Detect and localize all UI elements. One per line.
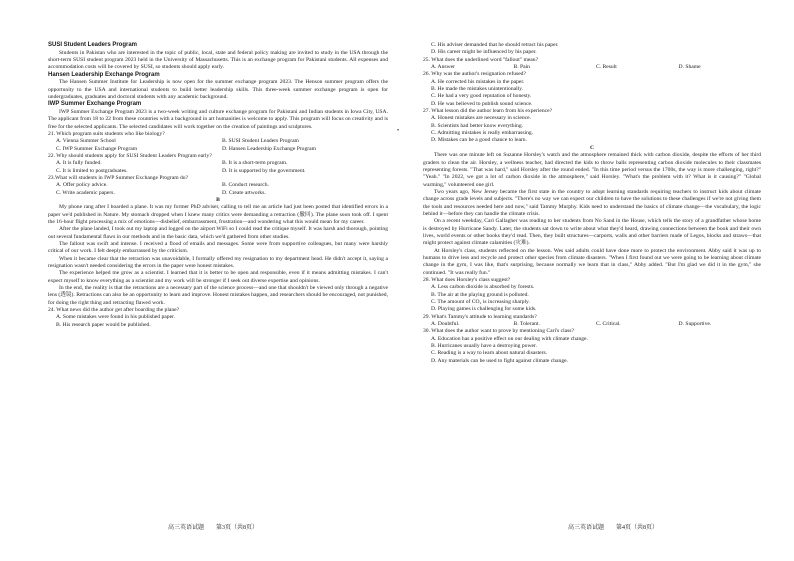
question-21-options (48, 138, 388, 153)
option: B. Hurricanes usually have a destroying power. (431, 343, 537, 350)
margin-mark: • (397, 128, 400, 134)
question-22-options (48, 160, 388, 175)
section-b-heading: B (216, 196, 220, 203)
page-footer-left: 高三英语试题 第3页（共8页） (168, 525, 259, 531)
option: C. Admitting mistakes is really embarrassing. (431, 130, 534, 137)
option: A. Some mistakes were found in his published paper. (56, 314, 176, 321)
option: B. He made the mistakes unintentionally. (431, 86, 524, 93)
option: C. His adviser demanded that he should retract his paper. (431, 42, 559, 48)
passage-b-paragraph: My phone rang after I boarded a plane. It was my former PhD adviser, calling to tell me an article had just been posted that identified errors in a paper we'd published in Nature. My stomach dropped when I knew many critics were demanding a retraction (撤回). The plane soon took off. I spent the 16-hour flight processing a mix of emotions—disbelief, embarrassment, frustration—and wondering what this would mean for my career. (48, 204, 388, 225)
susi-heading: SUSI Student Leaders Program (48, 42, 138, 48)
question-21: 21. Which program suits students who like biology? (48, 130, 165, 137)
section-c-heading: C (589, 144, 595, 151)
option: B. It is a short-term program. (222, 160, 288, 167)
passage-c-paragraph: At Horsley's class, students reflected on the lesson. Wes said adults could have done more to protect the environment. Abby said it was up to humans to drive less and recycle and protect other species from climate disasters. "When I first found out we were going to be learning about climate change in the gym, I was like, that's surprising, because normally we learn that in class," Abby added. "But I'm glad we did it in the gym," she continued. "It was really fun." (423, 247, 761, 276)
option: D. Shame (678, 64, 701, 71)
option: D. Hansen Leadership Exchange Program (222, 145, 316, 152)
passage-b-paragraph: The experience helped me grow as a scientist. I learned that it is better to be open and responsible, even if it means admitting mistakes. I can't expect myself to know everything as a scientist and my work will be stronger if I seek out diverse expertise and opinions. (48, 270, 388, 284)
option: D. He was believed to publish sound science. (431, 100, 533, 107)
question-30: 30. What does the author want to prove by mentioning Cari's class? (423, 328, 574, 335)
option: B. His research paper would be published. (56, 321, 151, 328)
option: D. Playing games is challenging for some kids. (431, 306, 537, 313)
option: D. Supportive. (678, 321, 712, 328)
option: B. SUSI Student Leaders Program (222, 138, 299, 145)
hansen-paragraph: The Hansen Summer Institute for Leadership is now open for the summer exchange program 2023. The Henson summer program offers the opportunity to the USA and international students to build better leadership skills. This three-week summer exchange program is open for undergraduates, graduates and doctoral students with any academic background. (48, 79, 388, 100)
passage-c-paragraph: On a recent weekday, Cari Gallagher was reading to her students from No Sand in the House, which tells the story of a grandfather whose home is destroyed by Hurricane Sandy. Later, the students sat down to write about what they'd heard, drawing connections between the book and their own lives, world events or other books they'd read. Then, they built structures—carports, walls and other barriers made of Legos, blocks and straws—that might protect against climate calamities (灾难). (423, 218, 761, 247)
option: C. He had a very good reputation of honesty. (431, 93, 532, 100)
question-23-options (48, 182, 388, 197)
hansen-heading: Hansen Leadership Exchange Program (48, 71, 160, 78)
option: C. Result (596, 64, 617, 71)
option: A. Vienna Summer School (56, 138, 116, 145)
question-23: 23.What will students in IWP Summer Exchange Program do? (48, 174, 189, 181)
option: A. Offer policy advice. (56, 182, 108, 189)
option: A. It is fully funded. (56, 160, 102, 167)
option: D. Any materials can be used to fight against climate change. (431, 357, 569, 364)
option: C. The amount of CO₂ is increasing sharply. (431, 299, 530, 306)
option: A. Doubtful. (431, 321, 460, 328)
passage-c-paragraph: There was one minute left on Suzanne Horsley's watch and the atmosphere remained thick with carbon dioxide, despite the efforts of her third graders to clean the air. Horsley, a wellness teacher, had directed the kids to throw balls representing carbon dioxide molecules to their classmates representing forests. "That was hard," said Horsley after the round ended. "In this time period versus the 1700s, the way is more challenging, right?" "Yeah." "In 2022, we got a lot of carbon dioxide in the atmosphere," said Horsley. "What's the problem with it? What is it causing?" "Global warming," volunteered one girl. (423, 152, 761, 188)
question-26: 26. Why was the author's resignation refused? (423, 71, 526, 78)
question-27: 27. What lesson did the author learn from his experience? (423, 108, 553, 115)
question-25: 25. What does the underlined word "fallout" mean? (423, 56, 539, 63)
option: B. Pain (513, 64, 530, 71)
option: A. Honest mistakes are necessary in science. (431, 115, 532, 122)
option: B. Conduct research. (222, 182, 269, 189)
option: C. It is limited to postgraduates. (56, 167, 128, 174)
option: D. His career might be influenced by his paper. (431, 49, 537, 56)
option: C. IWP Summer Exchange Program (56, 145, 138, 152)
left-column (48, 42, 388, 329)
passage-b-paragraph: The fallout was swift and intense. I received a flood of emails and messages. Some were from supportive colleagues, but many were harshly critical of our work. I felt deeply embarrassed by the criticism. (48, 241, 388, 255)
question-28: 28. What does Horsley's class suggest? (423, 277, 511, 283)
option: A. Education has a positive effect on our dealing with climate change. (431, 335, 588, 342)
question-24: 24. What news did the author get after boarding the plane? (48, 307, 180, 314)
option: C. Critical. (596, 321, 621, 328)
option: B. The air at the playing ground is polluted. (431, 291, 529, 298)
option: D. Mistakes can be a good chance to learn. (431, 137, 527, 144)
option: C. Reading is a way to learn about natural disasters. (431, 350, 548, 357)
question-29: 29. What's Tammy's attitude to learning standards? (423, 313, 537, 320)
passage-c-paragraph: Two years ago, New Jersey became the first state in the country to adopt learning standards requiring teachers to instruct kids about climate change across grade levels and subjects. "There's no way we can expect our children to have the solutions to these challenges if we're not giving them the tools and resources needed here and now," said Tammy Murphy. Kids need to understand the basics of climate change—the vocabulary, the logic behind it—before they can handle the climate crisis. (423, 188, 761, 217)
susi-paragraph: Students in Pakistan who are interested in the topic of public, local, state and federal policy making are invited to study in the USA through the short-term SUSI student program 2023 held in the University of Massachusetts. This is an exchange program for Pakistani students. All expenses and accommodation costs will be covered by SUSI, so students should apply early. (48, 49, 388, 71)
question-22: 22. Why should students apply for SUSI Student Leaders Program early? (48, 152, 212, 159)
option: A. He corrected his mistakes in the paper. (431, 78, 525, 85)
option: C. Write academic papers. (56, 189, 115, 196)
option: B. Scientists had better know everything. (431, 122, 524, 129)
option: D. Create artworks. (222, 189, 266, 196)
question-29-options (423, 321, 761, 328)
passage-b-paragraph: After the plane landed, I took out my laptop and logged on the airport WiFi so I could read the critique myself. It was harsh and thorough, pointing out several fundamental flaws in our methods and in the basic data, which we'd gathered from other studies. (48, 226, 388, 240)
passage-b-paragraph: In the end, the reality is that the retractions are a necessary part of the science process—and one that shouldn't be viewed only through a negative lens (透镜). Retractions can also be an opportunity to learn and improve. Honest mistakes happen, and researchers should be encouraged, not punished, for doing the right thing and retracting flawed work. (48, 285, 388, 306)
option: B. Tolerant. (513, 321, 540, 328)
right-column (423, 42, 761, 365)
option: A. Answer (431, 64, 455, 71)
page-footer-right: 高三英语试题 第4页（共8页） (568, 525, 659, 531)
option: A. Less carbon dioxide is absorbed by forests. (431, 284, 535, 291)
option: D. It is supported by the government. (222, 167, 306, 174)
passage-b-paragraph: When it became clear that the retraction was unavoidable, I formally offered my resignation to my department head. He didn't accept it, saying a resignation wasn't needed considering the errors in the paper were honest mistakes. (48, 255, 388, 270)
iwp-paragraph: IWP Summer Exchange Program 2023 is a two-week writing and culture exchange program for Pakistani and Indian students in Iowa City, USA. The applicant from 18 to 22 from these countries with a background in art humanities is welcome to apply. This program will focus on creativity and is free for the selected applicants. The selected candidates will work together on the creation of paintings and sculptures. (48, 108, 388, 130)
iwp-heading: IWP Summer Exchange Program (48, 101, 142, 108)
